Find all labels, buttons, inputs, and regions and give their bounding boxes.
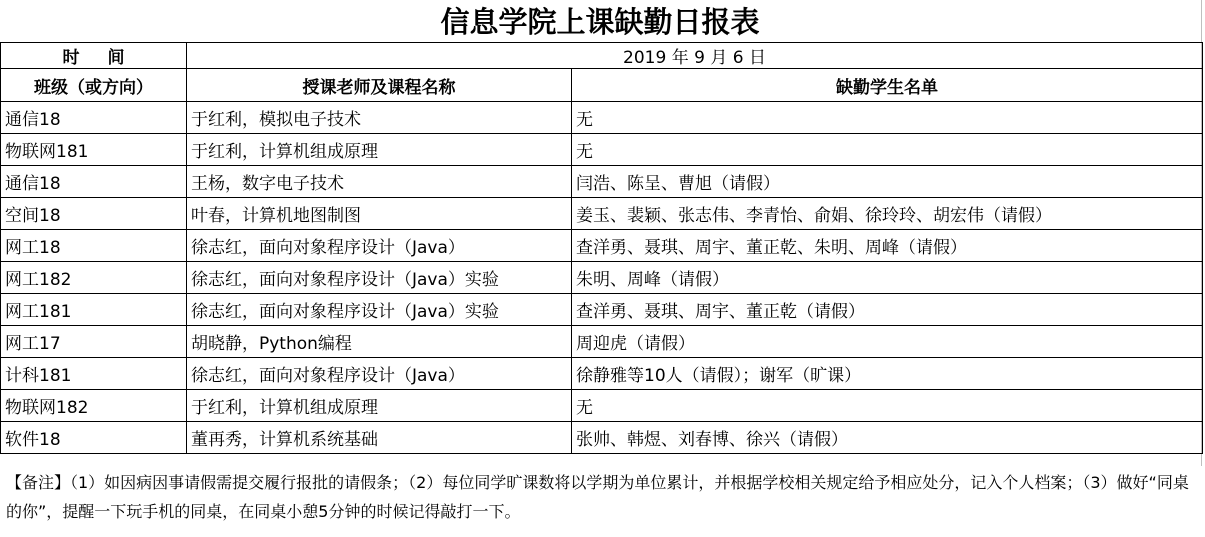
time-row: [1, 43, 1203, 69]
course-cell[interactable]: 徐志红，面向对象程序设计（Java）实验: [187, 262, 572, 294]
time-label: 时间: [62, 48, 153, 68]
absent-cell[interactable]: 徐静雅等10人（请假）；谢军（旷课）: [572, 358, 1203, 390]
course-cell[interactable]: 叶春，计算机地图制图: [187, 198, 572, 230]
class-cell[interactable]: 网工18: [1, 230, 187, 262]
absence-table: [0, 42, 1203, 454]
absent-cell[interactable]: 无: [572, 102, 1203, 134]
table-row: [1, 102, 1203, 134]
table-row: [1, 166, 1203, 198]
absent-cell[interactable]: 闫浩、陈呈、曹旭（请假）: [572, 166, 1203, 198]
course-cell[interactable]: 于红利，模拟电子技术: [187, 102, 572, 134]
absent-cell[interactable]: 周迎虎（请假）: [572, 326, 1203, 358]
class-cell[interactable]: 计科181: [1, 358, 187, 390]
header-teacher-course[interactable]: 授课老师及课程名称: [187, 69, 572, 102]
course-cell[interactable]: 王杨，数字电子技术: [187, 166, 572, 198]
class-cell[interactable]: 通信18: [1, 166, 187, 198]
date-cell[interactable]: 2019 年 9 月 6 日: [187, 43, 1203, 69]
table-row: [1, 390, 1203, 422]
absent-cell[interactable]: 查洋勇、聂琪、周宇、董正乾（请假）: [572, 294, 1203, 326]
course-cell[interactable]: 于红利，计算机组成原理: [187, 134, 572, 166]
table-row: [1, 422, 1203, 454]
class-cell[interactable]: 通信18: [1, 102, 187, 134]
table-row: [1, 134, 1203, 166]
time-label-cell[interactable]: [1, 43, 187, 69]
class-cell[interactable]: 物联网182: [1, 390, 187, 422]
header-row: [1, 69, 1203, 102]
remarks-note: 【备注】（1）如因病因事请假需提交履行报批的请假条；（2）每位同学旷课数将以学期为单位累计，并根据学校相关规定给予相应处分，记入个人档案；（3）做好“同桌的你”，提醒一下玩手机的同桌，在同桌小憩5分钟的时候记得敲打一下。: [6, 473, 1189, 521]
absent-cell[interactable]: 张帅、韩煜、刘春博、徐兴（请假）: [572, 422, 1203, 454]
course-cell[interactable]: 徐志红，面向对象程序设计（Java）: [187, 358, 572, 390]
table-row: [1, 262, 1203, 294]
report-title: 信息学院上课缺勤日报表: [440, 5, 760, 39]
absent-cell[interactable]: 无: [572, 390, 1203, 422]
course-cell[interactable]: 徐志红，面向对象程序设计（Java）实验: [187, 294, 572, 326]
absent-cell[interactable]: 查洋勇、聂琪、周宇、董正乾、朱明、周峰（请假）: [572, 230, 1203, 262]
header-absent-students[interactable]: 缺勤学生名单: [572, 69, 1203, 102]
absent-cell[interactable]: 姜玉、裴颖、张志伟、李青怡、俞娟、徐玲玲、胡宏伟（请假）: [572, 198, 1203, 230]
class-cell[interactable]: 网工182: [1, 262, 187, 294]
table-row: [1, 358, 1203, 390]
table-row: [1, 294, 1203, 326]
class-cell[interactable]: 网工181: [1, 294, 187, 326]
class-cell[interactable]: 空间18: [1, 198, 187, 230]
class-cell[interactable]: 软件18: [1, 422, 187, 454]
table-row: [1, 198, 1203, 230]
class-cell[interactable]: 物联网181: [1, 134, 187, 166]
absent-cell[interactable]: 朱明、周峰（请假）: [572, 262, 1203, 294]
course-cell[interactable]: 徐志红，面向对象程序设计（Java）: [187, 230, 572, 262]
table-row: [1, 230, 1203, 262]
class-cell[interactable]: 网工17: [1, 326, 187, 358]
course-cell[interactable]: 于红利，计算机组成原理: [187, 390, 572, 422]
course-cell[interactable]: 胡晓静，Python编程: [187, 326, 572, 358]
absent-cell[interactable]: 无: [572, 134, 1203, 166]
table-row: [1, 326, 1203, 358]
course-cell[interactable]: 董再秀，计算机系统基础: [187, 422, 572, 454]
header-class[interactable]: 班级（或方向）: [1, 69, 187, 102]
